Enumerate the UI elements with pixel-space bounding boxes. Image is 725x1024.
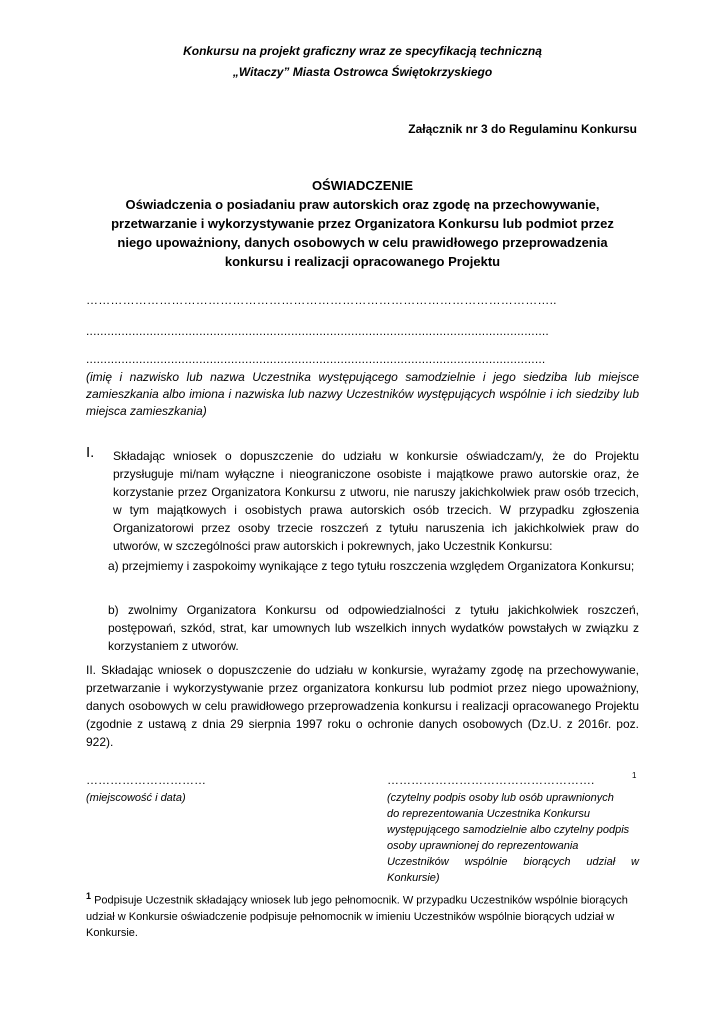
section-1-text: Składając wniosek o dopuszczenie do udziału w konkursie oświadczam/y, że do Projektu przysługuje mi/nam wyłączne i nieograniczone osobiste i majątkowe prawo autorskie oraz, że korzystanie przez Organizatora Konkursu z utworu, nie naruszy jakichkolwiek praw osób trzecich, w tym majątkowych i osobistych prawa autorskich osób trzecich. W przypadku zgłoszenia Organizatorowi przez osoby trzecie roszczeń z tytułu naruszenia ich jakichkolwiek praw do utworów, w szczególności praw autorskich i pokrewnych, jako Uczestnik Konkursu: — [113, 449, 639, 553]
section-1-item-b: b) zwolnimy Organizatora Konkursu od odpowiedzialności z tytułu jakichkolwiek roszczeń, postępowań, szkód, strat, kar umownych lub wszelkich innych wydatków powstałych w związku z korzystaniem z utworów. — [108, 603, 639, 653]
footnote — [86, 888, 639, 941]
header-line-2: „Witaczy” Miasta Ostrowca Świętokrzyskiego — [232, 65, 493, 79]
signature-label-line: osoby uprawnionej do reprezentowania — [387, 840, 579, 852]
subtitle-line: Oświadczenia o posiadaniu praw autorskich oraz zgodę na przechowywanie, — [125, 197, 600, 212]
signature-label — [387, 790, 639, 886]
place-date-label: (miejscowość i data) — [86, 792, 186, 804]
identity-fill-line-1: …………………………………………………………………………………………………….. — [86, 293, 557, 307]
section-1-item-a: a) przejmiemy i zaspokoimy wynikające z tego tytułu roszczenia względem Organizatora Konkursu; — [108, 559, 635, 573]
section-1 — [86, 444, 639, 555]
footnote-mark: 1 — [86, 891, 92, 901]
document-title: OŚWIADCZENIE — [311, 178, 414, 193]
signature-label-line: do reprezentowania Uczestnika Konkursu — [387, 808, 591, 820]
signature-fill-line: ……………………………………………. — [387, 773, 595, 787]
signature-label-line: występującego samodzielnie albo czytelny podpis — [387, 824, 630, 836]
footnote-text: Podpisuje Uczestnik składający wniosek lub jego pełnomocnik. W przypadku Uczestników wspólnie biorących udział w Konkursie oświadczenie podpisuje pełnomocnik w imieniu Uczestników wspólnie biorących udział w Konkursie. — [86, 894, 628, 939]
subtitle-line: konkursu i realizacji opracowanego Projektu — [224, 254, 501, 269]
signature-label-line: Uczestników wspólnie biorących udział w — [387, 856, 639, 868]
header-line-1: Konkursu na projekt graficzny wraz ze specyfikacją techniczną — [183, 44, 542, 58]
section-2-text: II. Składając wniosek o dopuszczenie do udziału w konkursie, wyrażamy zgodę na przechowywanie, przetwarzanie i wykorzystywanie przez organizatora konkursu lub podmiot przez niego upoważniony, danych osobowych w celu prawidłowego przeprowadzenia konkursu i realizacji opracowanego Projektu (zgodnie z ustawą z dnia 29 sierpnia 1997 roku o ochronie danych osobowych (Dz.U. z 2016r. poz. 922). — [86, 663, 639, 749]
section-1-numeral: I. — [86, 444, 95, 461]
annex-label: Załącznik nr 3 do Regulaminu Konkursu — [408, 122, 637, 136]
subtitle-line: przetwarzanie i wykorzystywanie przez Organizatora Konkursu lub podmiot przez — [111, 216, 614, 231]
identity-fill-line-2: ................................................................................................................................... — [86, 324, 549, 338]
signature-label-line: (czytelny podpis osoby lub osób uprawnionych — [387, 792, 614, 804]
identity-fill-line-3: .................................................................................................................................. — [86, 352, 546, 366]
signature-label-line: Konkursie) — [387, 872, 440, 884]
identity-note: (imię i nazwisko lub nazwa Uczestnika występującego samodzielnie i jego siedziba lub miejsce zamieszkania albo imiona i nazwiska lub nazwy Uczestników występujących wspólnie i ich siedziby lub miejsca zamieszkania) — [86, 370, 639, 418]
place-date-fill-line: ………………………… — [86, 773, 206, 787]
subtitle-line: niego upoważniony, danych osobowych w celu prawidłowego przeprowadzenia — [117, 235, 608, 250]
signature-footnote-mark: 1 — [632, 771, 637, 780]
title-block — [80, 176, 645, 271]
